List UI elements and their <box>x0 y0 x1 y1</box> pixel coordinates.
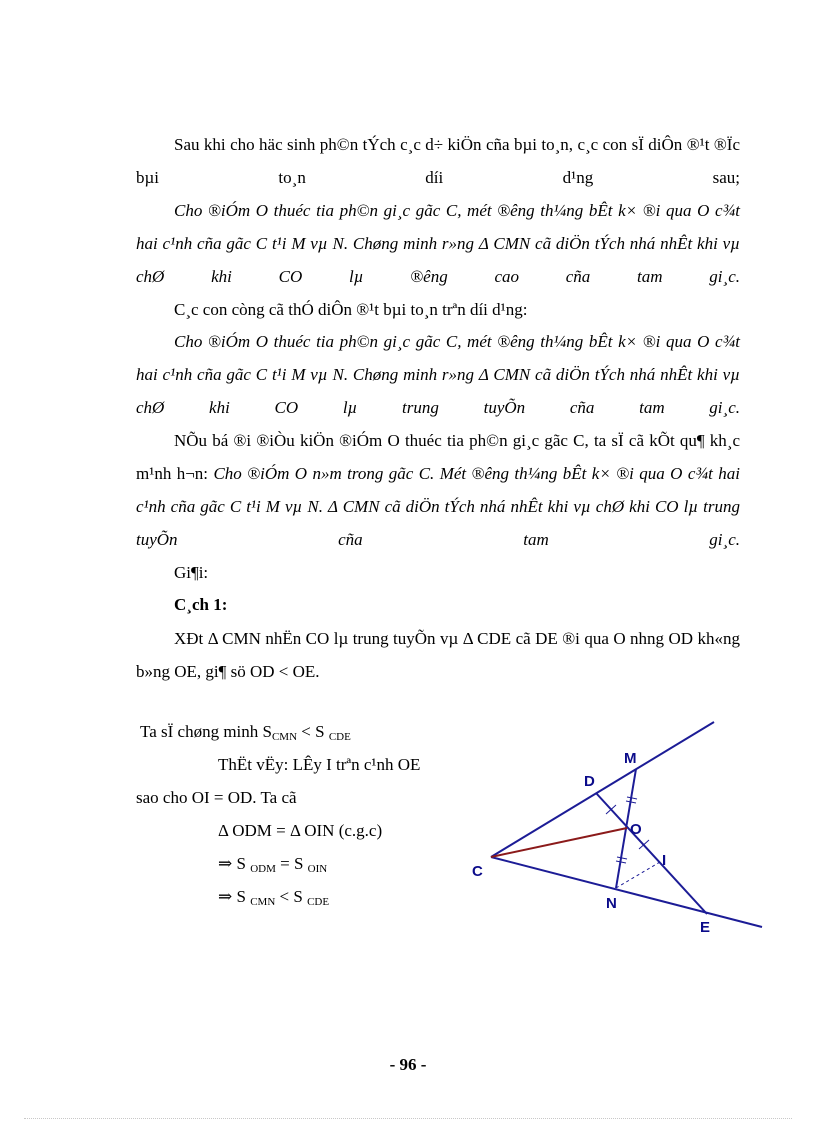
proof-line-5-sub2: OIN <box>307 863 328 875</box>
proof-line-2: ThËt vËy: LÊy I trªn c¹nh OE <box>218 755 421 774</box>
label-d: D <box>584 773 595 790</box>
proof-line-1-text: Ta sÏ chøng minh S <box>140 722 272 741</box>
proof-line-5-sub1: ODM <box>250 863 276 875</box>
label-e: E <box>700 919 711 936</box>
label-c: C <box>472 863 483 880</box>
paragraph-problem-statement-2: Cho ®iÓm O thuéc tia ph©n gi¸c gãc C, mét ®êng th¼ng bÊt k× ®i qua O c¾t hai c¹nh cña gãc C t¹i M vµ N. Chøng minh r»ng Δ CMN cã diÖn tÝch nhá nhÊt khi vµ chØ khi CO lµ trung tuyÕn cña tam gi¸c. <box>136 332 740 417</box>
proof-line-5-mid: = S <box>275 854 308 873</box>
proof-line-6 <box>218 887 329 908</box>
generalization-text: NÕu bá ®i ®iÒu kiÖn ®iÓm O thuéc tia ph©n gi¸c gãc C, ta sÏ cã kÕt qu¶ kh¸c m¹nh h¬n: <box>136 431 740 483</box>
method-1-heading: C¸ch 1: <box>174 595 228 614</box>
proof-line-6-sub2: CDE <box>307 896 330 908</box>
paragraph-alternative-intro: C¸c con còng cã thÓ diÔn ®¹t bµi to¸n trªn díi d¹ng: <box>174 300 528 319</box>
label-n: N <box>606 895 617 912</box>
label-i: I <box>662 852 667 869</box>
proof-line-1 <box>140 722 351 743</box>
proof-line-5-pre: ⇒ S <box>218 854 251 873</box>
proof-line-6-mid: < S <box>275 887 308 906</box>
proof-line-6-sub1: CMN <box>250 896 276 908</box>
geometry-figure <box>460 712 770 942</box>
ray-ce <box>491 857 762 927</box>
label-m: M <box>624 750 637 767</box>
proof-line-3: sao cho OI = OD. Ta cã <box>136 788 297 807</box>
proof-line-5 <box>218 854 327 875</box>
paragraph-consider: XÐt Δ CMN nhËn CO lµ trung tuyÕn vµ Δ CDE cã DE ®i qua O nhng OD kh«ng b»ng OE, gi¶ sö OD < OE. <box>136 629 740 681</box>
page-number: - 96 - <box>389 1055 427 1074</box>
proof-line-1-mid: < S <box>297 722 329 741</box>
segment-co <box>491 828 627 857</box>
paragraph-problem-statement-1: Cho ®iÓm O thuéc tia ph©n gi¸c gãc C, mét ®êng th¼ng bÊt k× ®i qua O c¾t hai c¹nh cña gãc C t¹i M vµ N. Chøng minh r»ng Δ CMN cã diÖn tÝch nhá nhÊt khi vµ chØ khi CO lµ ®êng cao cña tam gi¸c. <box>136 201 740 286</box>
paragraph-intro: Sau khi cho häc sinh ph©n tÝch c¸c d÷ kiÖn cña bµi to¸n, c¸c con sÏ diÔn ®¹t ®Ïc bµi to¸n díi d¹ng sau; <box>136 135 740 187</box>
proof-line-4: Δ ODM = Δ OIN (c.g.c) <box>218 821 383 840</box>
paragraph-generalization <box>136 424 740 556</box>
ray-cm <box>491 722 714 857</box>
footer-divider <box>24 1118 792 1119</box>
proof-line-6-pre: ⇒ S <box>218 887 251 906</box>
generalization-statement: Cho ®iÓm O n»m trong gãc C. Mét ®êng th¼ng bÊt k× ®i qua O c¾t hai c¹nh cña gãc C t¹i M vµ N. Δ CMN cã diÖn tÝch nhá nhÊt khi vµ chØ khi CO lµ trung tuyÕn cña tam gi¸c. <box>136 464 740 549</box>
label-o: O <box>630 821 642 838</box>
proof-line-1-sub1: CMN <box>271 731 298 743</box>
proof-line-1-sub2: CDE <box>328 731 351 743</box>
solution-heading: Gi¶i: <box>174 563 209 582</box>
segment-ni-dashed <box>616 862 660 888</box>
